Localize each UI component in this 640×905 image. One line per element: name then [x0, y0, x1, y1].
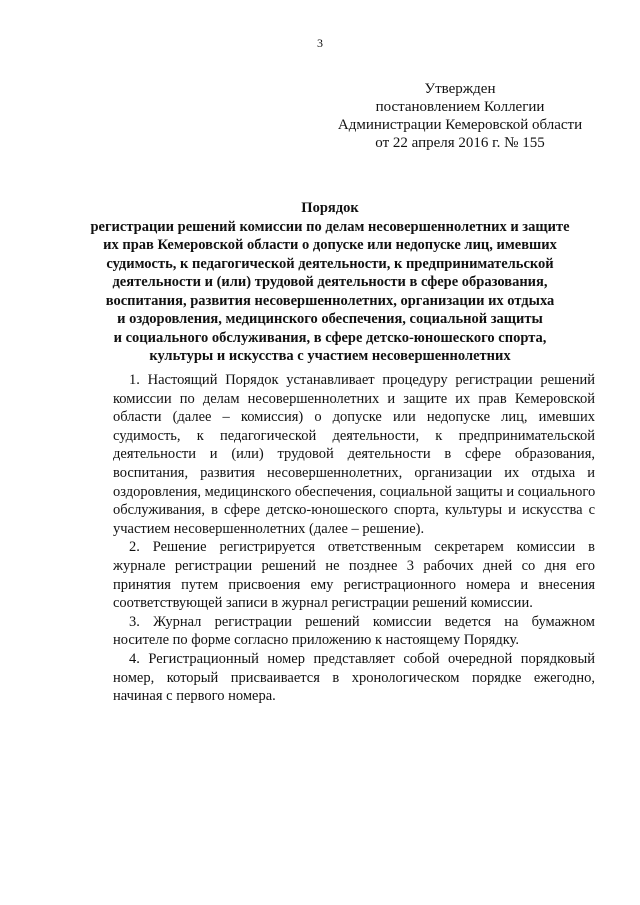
paragraph-line: участием несовершеннолетних (далее – решение). [113, 520, 425, 537]
paragraph-line: оздоровления, медицинского обеспечения, социальной защиты и социального [113, 483, 595, 500]
paragraph-line: носителе по форме согласно приложению к настоящему Порядку. [113, 632, 519, 649]
document-body [113, 371, 595, 706]
paragraph-4 [113, 650, 595, 706]
paragraph-3 [113, 613, 595, 650]
title-line: судимость, к педагогической деятельности, к предпринимательской [106, 255, 554, 272]
paragraph-2 [113, 538, 595, 612]
title-heading: Порядок [301, 200, 359, 216]
paragraph-line: обслуживания, в сфере детско-юношеского спорта, культуры и искусства с [113, 502, 595, 519]
title-line: воспитания, развития несовершеннолетних, организации их отдыха [105, 292, 555, 309]
paragraph-line: номер, который присваивается в хронологическом порядке ежегодно, [113, 669, 595, 686]
paragraph-line: воспитания, развития несовершеннолетних, организации их отдыха и [113, 464, 595, 481]
page-number: 3 [317, 36, 323, 50]
title-line: их прав Кемеровской области о допуске или недопуске лиц, имевших [103, 237, 557, 253]
title-line: и оздоровления, медицинского обеспечения, социальной защиты [117, 311, 543, 327]
paragraph-line: деятельности и (или) трудовой деятельности в сфере образования, [113, 446, 595, 463]
title-line: культуры и искусства с участием несовершеннолетних [149, 348, 511, 364]
paragraph-line: журнале регистрации решений не позднее 3 рабочих дней со дня его [113, 557, 595, 574]
paragraph-line: принятия путем присвоения ему регистрационного номера и внесения [113, 576, 595, 593]
document-title [70, 199, 590, 366]
paragraph-line: начиная с первого номера. [113, 688, 276, 705]
paragraph-line: 3. Журнал регистрации решений комиссии ведется на бумажном [129, 613, 595, 630]
paragraph-line: соответствующей записи в журнал регистрации решений комиссии. [113, 595, 533, 612]
paragraph-line: комиссии по делам несовершеннолетних и защите их прав Кемеровской [113, 390, 595, 407]
title-line: регистрации решений комиссии по делам несовершеннолетних и защите [90, 218, 570, 235]
title-line: деятельности и (или) трудовой деятельности в сфере образования, [112, 274, 548, 290]
approval-line: постановлением Коллегии [375, 99, 545, 115]
approval-stamp [330, 80, 590, 152]
approval-line: Утвержден [424, 81, 496, 97]
paragraph-line: области (далее – комиссия) о допуске или недопуске лиц, имевших [113, 409, 595, 426]
paragraph-line: судимость, к педагогической деятельности, к предпринимательской [113, 427, 595, 444]
paragraph-1 [113, 371, 595, 538]
paragraph-line: 2. Решение регистрируется ответственным секретарем комиссии в [129, 539, 595, 556]
approval-line: Администрации Кемеровской области [337, 117, 583, 133]
approval-line: от 22 апреля 2016 г. № 155 [375, 135, 545, 151]
title-line: и социального обслуживания, в сфере детско-юношеского спорта, [113, 329, 547, 346]
paragraph-line: 4. Регистрационный номер представляет собой очередной порядковый [129, 650, 595, 667]
paragraph-line: 1. Настоящий Порядок устанавливает процедуру регистрации решений [129, 372, 595, 388]
